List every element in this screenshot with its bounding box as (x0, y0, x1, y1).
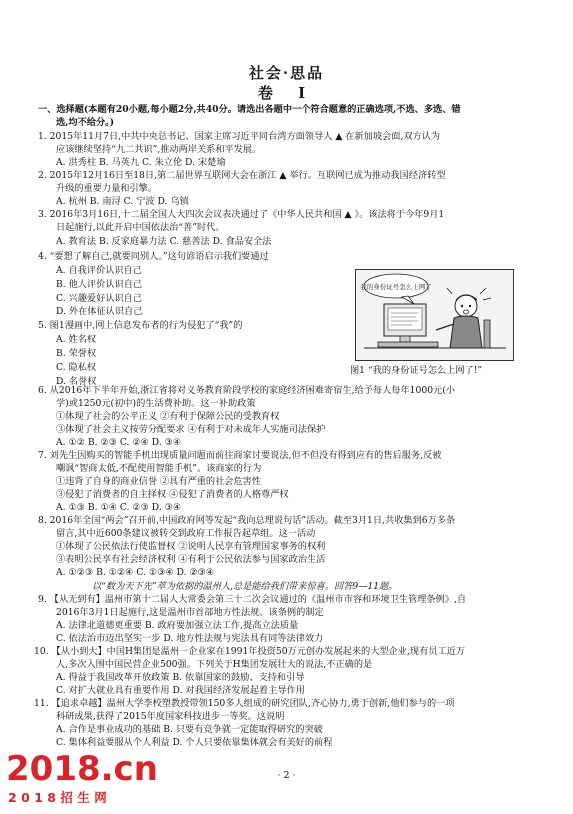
text-line: 8. 2016年全国“两会”召开前,中国政府网等发起“我向总理说句话”活动。截至3月1日,共收集到6万多条 (38, 515, 456, 526)
text-line: A. ①② B. ②③ C. ②④ D. ③④ (56, 437, 182, 448)
text-line: ①体现了公民依法行使监督权 ②说明人民享有管理国家事务的权利 (56, 541, 326, 552)
comic-illustration-icon (356, 270, 513, 360)
text-line: 5. 图1漫画中,网上信息发布者的行为侵犯了“我”的 (38, 320, 243, 331)
text-line: A. ①②③ B. ①②④ C. ①③④ D. ②③④ (56, 567, 215, 578)
svg-text:我的身份证号怎么上网了: 我的身份证号怎么上网了 (360, 283, 432, 291)
text-line: 升级的重要力量和引擎。 (56, 183, 158, 194)
text-line: C. 依法治市迈出坚实一步 D. 地方性法规与宪法具有同等法律效力 (56, 633, 324, 644)
text-line: 日起施行,以此开启中国依法治“善”时代。 (56, 222, 225, 233)
text-line: 应该继续坚持“九二共识”,推动两岸关系和平发展。 (56, 144, 262, 155)
text-line: A. 教育法 B. 反家庭暴力法 C. 慈善法 D. 食品安全法 (56, 236, 272, 247)
text-line: 2. 2015年12月16日至18日,第二届世界互联网大会在浙江 ▲ 举行。互联网已成为推动我国经济转型 (38, 170, 446, 181)
text-line: ③表明公民享有社会经济权利 ④有利于公民依法参与国家政治生活 (56, 554, 326, 565)
logo-sub-text: 2018招生网 (8, 790, 112, 805)
text-line: A. 自我评价认识自己 (56, 265, 142, 276)
text-line: D. 外在体征认识自己 (56, 306, 143, 317)
text-line: 学)或1250元(初中)的生活费补助。这一补助政策 (56, 398, 256, 409)
text-line: 7. 刘先生因购买的智能手机出现质量问题而前往商家讨要说法,但不但没有得到应有的售后服务,反被 (38, 450, 442, 461)
text-line: 以“数为天下先”萃为依据的温州人,总是能给我们带来惊喜。回答9—11题。 (92, 581, 398, 592)
text-line: C. 兴趣爱好认识自己 (56, 293, 143, 304)
site-logo[interactable] (6, 750, 206, 810)
text-line: 9. 【从无到有】温州市第十二届人大常委会第三十二次会议通过的《温州市市容和环境卫生管理条例》,自 (38, 594, 467, 605)
text-line: 选,均不给分。) (56, 117, 115, 128)
text-line: B. 他人评价认识自己 (56, 279, 143, 290)
text-line: 1. 2015年11月7日,中共中央总书记、国家主席习近平同台湾方面领导人 ▲ 在新加坡会面,双方认为 (38, 131, 441, 142)
text-line: A. 姓名权 (56, 334, 97, 345)
page-number: · 2 · (277, 770, 296, 781)
subject-title: 社会·思品 (248, 64, 325, 82)
text-line: 2016年3月1日起施行,这是温州市首部地方性法规。该条例的制定 (56, 607, 324, 618)
text-line: 3. 2016年3月16日,十二届全国人大四次会议表决通过了《中华人民共和国 ▲ 》。该法将于今年9月1 (38, 209, 445, 220)
text-line: 一、选择题(本题有20小题,每小题2分,共40分。请选出各题中一个符合题意的正确选项,不选、多选、错 (38, 104, 461, 115)
text-line: A. 杭州 B. 南浔 C. 宁波 D. 乌镇 (56, 196, 189, 207)
text-line: ①违背了自身的商业信誉 ②具有严重的社会危害性 (56, 476, 262, 487)
text-line: A. 洪秀柱 B. 马英九 C. 朱立伦 D. 宋楚瑜 (56, 157, 226, 168)
text-line: 11. 【追求卓越】温州大学李校塑教授带领150多人组成的研究团队,齐心协力,勇于创新,他们参与的一项 (34, 698, 455, 709)
text-line: 6. 从2016年下半年开始,浙江省将对义务教育阶段学校的家庭经济困难寄宿生,给予每人每年1000元(小 (38, 385, 455, 396)
text-line: A. 合作是事业成功的基础 B. 只要有竞争就一定能取得研究的突破 (56, 724, 323, 735)
text-line: C. 集体利益要服从个人利益 D. 个人只要依靠集体就会有美好的前程 (56, 737, 333, 748)
text-line: C. 对扩大就业具有重要作用 D. 对我国经济发展起着主导作用 (56, 685, 305, 696)
text-line: ③体现了社会主义按劳分配要求 ④有利于对未成年人实施司法保护 (56, 424, 326, 435)
text-line: A. ①③ B. ①④ C. ②③ D. ③④ (56, 502, 182, 513)
text-line: ③侵犯了消费者的自主择权 ④侵犯了消费者的人格尊严权 (56, 489, 289, 500)
text-line: 10. 【从小到大】中国H集团是温州一企业家在1991年投资50万元创办发展起来的大型企业,现有员工近万 (34, 646, 466, 657)
volume-title: 卷 Ⅰ (257, 84, 316, 102)
text-line: 人,多次入围中国民营企业500强。下列关于H集团发展壮大的说法,不正确的是 (56, 659, 373, 670)
text-line: 4. “要想了解自己,就要同别人。”这句谚语启示我们要通过 (38, 251, 269, 262)
text-line: 嘲讽“智商太低,不配使用智能手机”。该商家的行为 (56, 463, 262, 474)
text-line: D. 名誉权 (56, 376, 97, 387)
figure-caption: 图1 “我的身份证号怎么上网了!” (350, 365, 483, 376)
text-line: A. 得益于我国改革开放政策 B. 依靠国家的鼓励、支持和引导 (56, 672, 305, 683)
text-line: 科研成果,获得了2015年度国家科技进步一等奖。这说明 (56, 711, 285, 722)
text-line: A. 法律北道德更重要 B. 政府要加强立法工作,提高立法质量 (56, 620, 299, 631)
logo-main-text: 2018.cn (6, 749, 158, 789)
comic-figure (355, 269, 514, 361)
text-line: B. 荣誉权 (56, 348, 97, 359)
text-line: 留言,其中近600条建议被转交到政府工作报告起草组。这一活动 (56, 528, 316, 539)
text-line: C. 隐私权 (56, 362, 97, 373)
text-line: ①体现了社会的公平正义 ②有利于保障公民的受教育权 (56, 411, 280, 422)
